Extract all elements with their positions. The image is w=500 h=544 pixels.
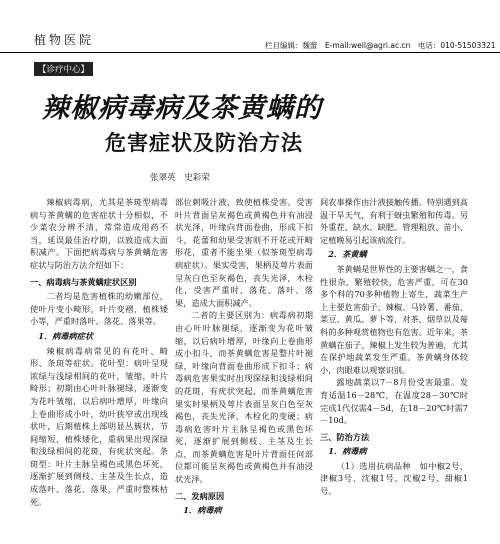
article-title-line2: 危害症状及防治方法: [105, 130, 303, 155]
subheading: 1．病毒病症状: [38, 330, 94, 341]
article-authors: 张翠英 史彩荣: [150, 173, 210, 183]
paragraph: 辣椒病毒病常见的有花叶、畸形、条斑等症状。花叶型：病叶呈现浓绿与浅绿相间的花叶，皱缩，叶片畸形；初期由心叶叶脉褪绿，逐渐变为花叶皱缩，以后病叶增厚，叶缘向上卷曲形成小叶，幼叶狭窄或出现线状叶，后期植株上部明显丛簇状，节间缩短，植株矮化，重病果出现深绿和浅绿相间的花斑，有疣状突起。条斑型：叶片主脉呈褐色或黑色坏死，逐渐扩展到侧枝、主茎及生长点，造成落叶、落花、落果，严重时整株枯死。: [30, 345, 168, 507]
text-column-2: [175, 196, 313, 519]
column-tag: 【诊疗中心】: [34, 62, 93, 76]
section-heading-2: 二、发病原因: [175, 490, 225, 501]
paragraph: 露地蔬菜以7－8月份受害最重。发育适温16－28℃，在温度28－30℃时完成1代仅需4－5d，在18－20℃时需7－10d。: [320, 377, 468, 426]
paragraph: 部位刺吸汁液，致使植株受害。受害叶片背面呈灰褐色或黄褐色并有油浸状光泽，叶缘向背面卷曲，形成下扣斗，花蕾和幼果受害则不开花或开畸形花，重者不能坐果（似茶斑型病毒病症状）。果实受害，果柄及萼片表面呈灰白色至灰褐色，丧失光泽，木栓化，受害严重时，落花、落叶、落果，造成大面积减产。: [175, 197, 313, 308]
subheading: 1．病毒病: [328, 446, 367, 457]
subheading: 1．病毒病: [183, 505, 222, 516]
article-title-line1: 辣椒病毒病及茶黄螨的: [42, 93, 322, 124]
paragraph: 二者均是危害植株的幼嫩部位，使叶片变小畸形，叶片变褶，植株矮小等，严重时落叶、落花、落果等。: [30, 291, 168, 327]
text-column-1: [30, 196, 168, 508]
paragraph: 二者的主要区别为：病毒病初期由心叶叶脉褪绿，逐渐变为花叶皱缩，以后病叶增厚，叶缘向上卷曲形成小扣斗，而茶黄螨危害是整片叶褪绿，叶缘向背面卷曲形成下扣斗；病毒病危害果实时出现深绿和浅绿相间的花斑，有疣状突起，而茶黄螨危害果实时果柄及萼片表面呈灰白色至灰褐色，丧失光泽，木栓化的变硬；病毒病危害叶片主脉呈褐色或黑色坏死，逐渐扩展到侧枝、主茎及生长点，而茶黄螨危害是叶片背面任何部位都可能呈灰褐色或黄褐色并有油浸状光泽。: [175, 310, 313, 485]
section-heading-1: 一、病毒病与茶黄螨症状区别: [30, 276, 137, 287]
paragraph: 茶黄螨是世界性的主要害螨之一，食性很杂，繁殖较快，危害严重，可在30多个科的70多种植物上寄生，蔬菜生产上主要危害茄子、辣椒、马铃薯、番茄、菜豆、黄瓜、萝卜等，对茶、烟草以及莓科的多种观赏植物也有危害。近年来，茶黄螨在茄子、辣椒上发生较为普遍，尤其在保护地蔬菜发生严重。茶黄螨身体较小，肉眼难以观察识别。: [320, 263, 468, 375]
section-heading-3: 三、防治方法: [320, 431, 370, 442]
paragraph: 间农事操作由汁液接触传播。特别遇到高温干旱天气，有利于蚜虫繁殖和传毒。另外重茬、缺水、缺肥、管理粗放、苗小、定植晚易引起该病流行。: [320, 197, 468, 245]
subheading: 2．茶黄螨: [328, 249, 367, 260]
text-column-3: [320, 196, 468, 498]
intro-paragraph: 辣椒病毒病，尤其是茶斑型病毒病与茶黄螨的危害症状十分相似，不少菜农分辨不清，常常造成用药不当，延误最佳治疗期，以致造成大面积减产。下面把病毒病与茶黄螨危害症状与防治方法介绍如下：: [30, 197, 168, 270]
header-rule: [0, 52, 500, 53]
paragraph: （1）选用抗病品种 如中椒2号、津椒3号、沈椒1号、沈椒2号、甜椒1号。: [320, 460, 468, 497]
section-title: 植物医院: [34, 33, 95, 47]
editor-contact-line: 栏目编辑：魏蕾 E-mail:weil@agri.ac.cn 电话：010-51503321: [265, 41, 496, 50]
